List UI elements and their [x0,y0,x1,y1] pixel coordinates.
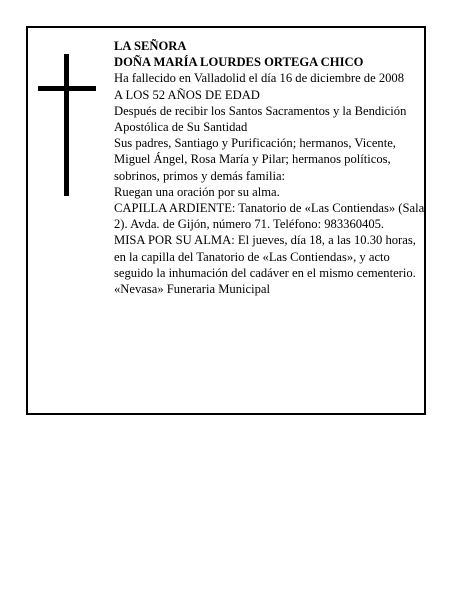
obituary-text [114,38,426,297]
funeral-home: «Nevasa» Funeraria Municipal [114,282,270,297]
death-statement: Ha fallecido en Valladolid el día 16 de diciembre de 2008 [114,71,405,86]
mass-info: MISA POR SU ALMA: El jueves, día 18, a las 10.30 horas, en la capilla del Tanatorio de «Las Contiendas», y acto seguido la inhumación del cadáver en el mismo cementerio. [114,233,416,280]
latin-cross-icon-bar [38,86,96,91]
deceased-name: DOÑA MARÍA LOURDES ORTEGA CHICO [114,55,364,70]
notice-title: LA SEÑORA [114,39,187,53]
prayer-request: Ruegan una oración por su alma. [114,184,280,199]
latin-cross-icon [64,54,69,196]
sacraments-statement: Después de recibir los Santos Sacramentos y la Bendición Apostólica de Su Santidad [114,103,407,135]
family-list: Sus padres, Santiago y Purificación; hermanos, Vicente, Miguel Ángel, Rosa María y Pilar; hermanos políticos, sobrinos, primos y demás familia: [114,136,396,183]
chapel-info: CAPILLA ARDIENTE: Tanatorio de «Las Contiendas» (Sala 2). Avda. de Gijón, número 71. Teléfono: 983360405. [114,201,425,232]
age-statement: A LOS 52 AÑOS DE EDAD [114,87,260,102]
